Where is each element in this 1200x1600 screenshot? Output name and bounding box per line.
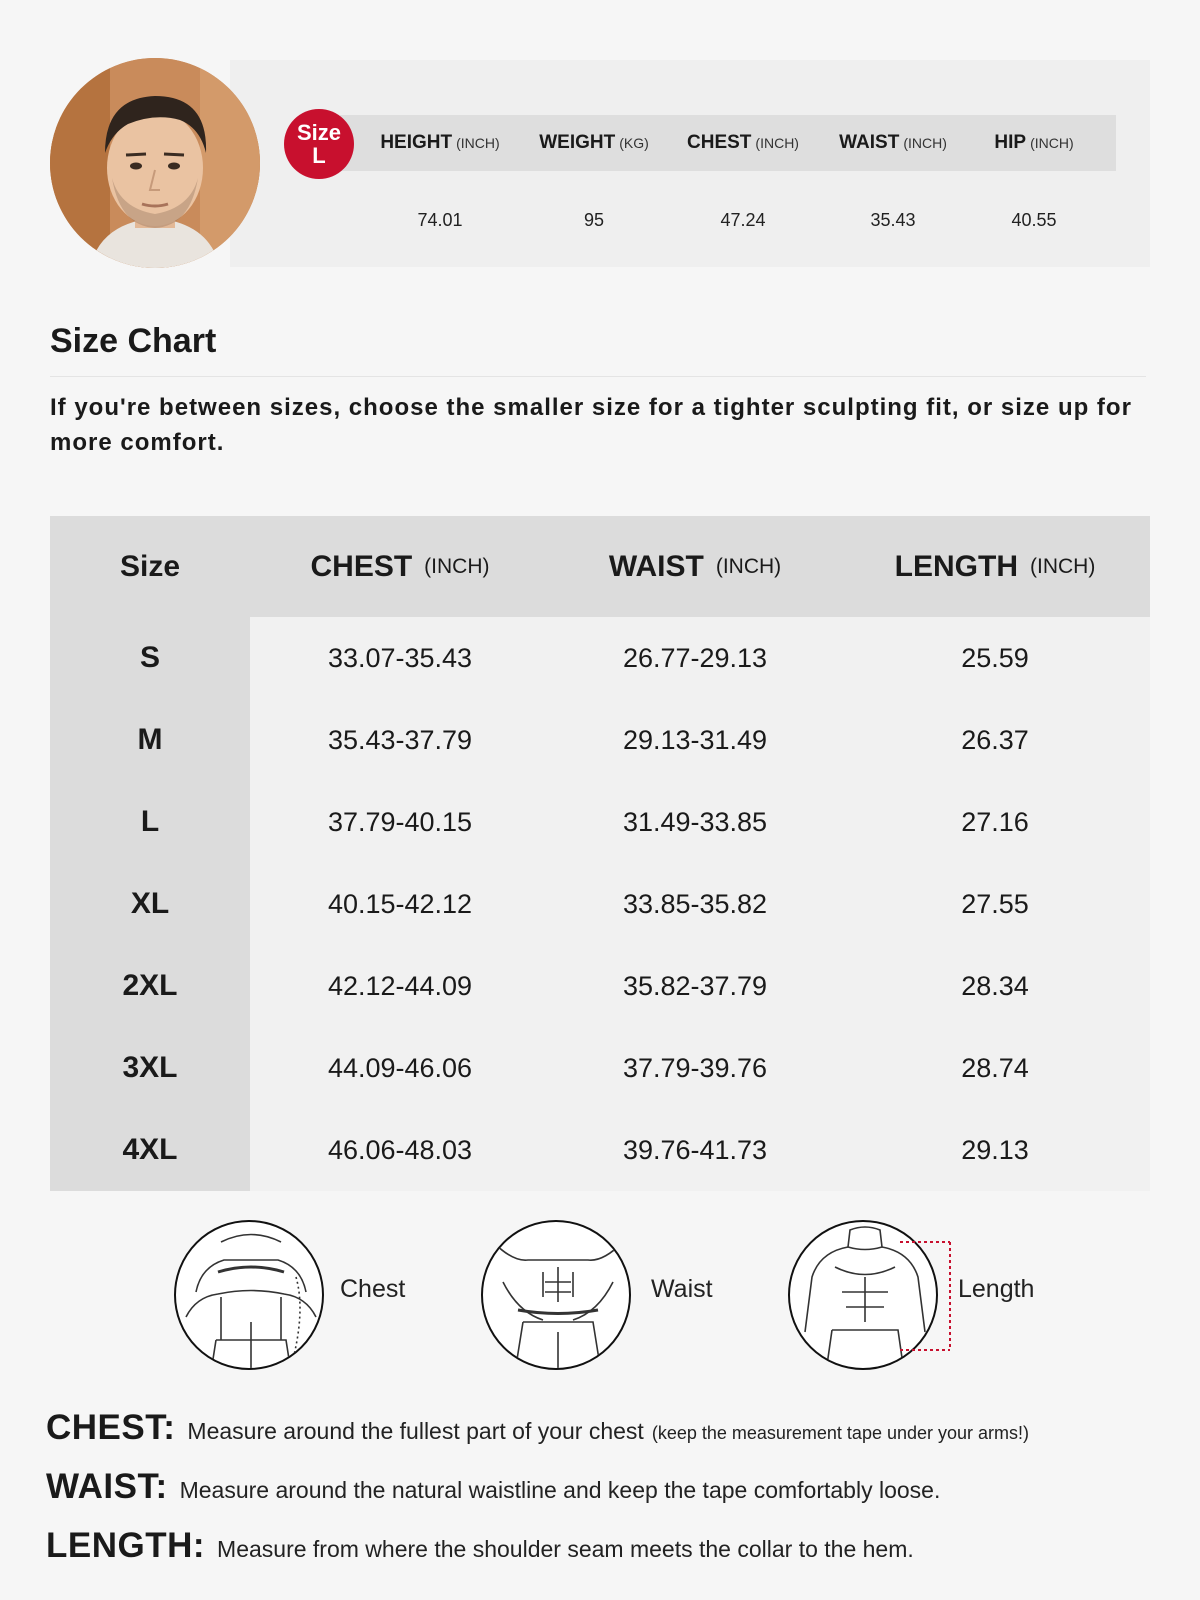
cell-length: 27.55	[961, 888, 1029, 919]
cell-waist: 37.79-39.76	[622, 1052, 768, 1083]
cell-waist: 33.85-35.82	[622, 888, 768, 919]
model-header-height: HEIGHT (INCH)	[380, 132, 500, 153]
waist-measure-label: Waist	[651, 1275, 713, 1303]
model-header-waist: WAIST (INCH)	[839, 132, 947, 153]
chest-measure-icon	[174, 1220, 324, 1370]
model-value-hip: 40.55	[1011, 209, 1057, 230]
waist-measure-icon	[481, 1220, 631, 1370]
table-row	[50, 945, 1150, 1027]
length-description	[46, 1526, 914, 1566]
page-title: Size Chart	[50, 322, 217, 360]
cell-chest: 35.43-37.79	[327, 724, 473, 755]
model-value-weight: 95	[583, 209, 605, 230]
cell-chest: 42.12-44.09	[327, 970, 473, 1001]
table-row	[50, 1027, 1150, 1109]
waist-description-text: Measure around the natural waistline and keep the tape comfortably loose.	[179, 1477, 941, 1503]
model-value-chest: 47.24	[720, 209, 766, 230]
chest-description	[46, 1408, 1029, 1448]
chest-measure-guide	[174, 1220, 434, 1372]
cell-waist: 39.76-41.73	[622, 1134, 768, 1165]
cell-length: 25.59	[961, 642, 1029, 673]
size-badge-value: L	[312, 143, 326, 168]
waist-measure-guide	[481, 1220, 741, 1372]
chest-description-key: CHEST:	[46, 1408, 176, 1447]
cell-waist: 31.49-33.85	[622, 806, 768, 837]
model-header-chest: CHEST (INCH)	[687, 132, 799, 153]
table-row	[50, 617, 1150, 699]
model-avatar	[50, 58, 260, 268]
cell-waist: 29.13-31.49	[622, 724, 768, 755]
size-table-header	[50, 516, 1150, 617]
cell-chest: 40.15-42.12	[327, 888, 473, 919]
waist-description-key: WAIST:	[46, 1467, 168, 1506]
model-measure-header	[340, 115, 1116, 171]
title-divider	[50, 376, 1146, 377]
cell-size: 4XL	[122, 1133, 178, 1166]
cell-size: XL	[130, 887, 170, 920]
cell-chest: 44.09-46.06	[327, 1052, 473, 1083]
cell-size: 3XL	[122, 1051, 178, 1084]
model-header-hip: HIP (INCH)	[994, 132, 1074, 153]
model-size-badge	[284, 109, 354, 179]
table-row	[50, 1109, 1150, 1191]
waist-description	[46, 1467, 940, 1507]
size-badge-word: Size	[296, 119, 342, 145]
model-value-waist: 35.43	[870, 209, 916, 230]
cell-waist: 26.77-29.13	[622, 642, 768, 673]
chest-description-text: Measure around the fullest part of your chest	[187, 1418, 644, 1444]
cell-size: S	[139, 641, 160, 674]
model-header-weight: WEIGHT (KG)	[539, 132, 649, 153]
size-table	[50, 516, 1150, 1191]
length-measure-label: Length	[958, 1275, 1035, 1303]
cell-waist: 35.82-37.79	[622, 970, 768, 1001]
cell-chest: 33.07-35.43	[327, 642, 473, 673]
table-row	[50, 863, 1150, 945]
cell-length: 27.16	[961, 806, 1029, 837]
cell-length: 28.74	[961, 1052, 1029, 1083]
header-waist: WAIST (INCH)	[608, 549, 782, 583]
table-row	[50, 699, 1150, 781]
cell-size: 2XL	[122, 969, 178, 1002]
length-description-text: Measure from where the shoulder seam meets the collar to the hem.	[217, 1536, 914, 1562]
cell-length: 26.37	[961, 724, 1029, 755]
chest-description-note: (keep the measurement tape under your arms!)	[651, 1423, 1030, 1443]
chest-measure-label: Chest	[340, 1275, 406, 1303]
cell-size: M	[137, 723, 163, 756]
header-length: LENGTH (INCH)	[894, 549, 1096, 583]
table-row	[50, 781, 1150, 863]
cell-size: L	[140, 805, 160, 838]
model-value-height: 74.01	[417, 209, 463, 230]
cell-chest: 37.79-40.15	[327, 806, 473, 837]
cell-length: 28.34	[961, 970, 1029, 1001]
model-measure-values	[340, 200, 1116, 240]
header-size: Size	[119, 549, 181, 583]
cell-chest: 46.06-48.03	[327, 1134, 473, 1165]
header-chest: CHEST (INCH)	[310, 549, 490, 583]
length-description-key: LENGTH:	[46, 1526, 206, 1565]
length-measure-guide	[788, 1220, 1048, 1372]
fit-note: If you're between sizes, choose the smaller size for a tighter sculpting fit, or size up for more comfort.	[50, 394, 1132, 456]
cell-length: 29.13	[961, 1134, 1029, 1165]
